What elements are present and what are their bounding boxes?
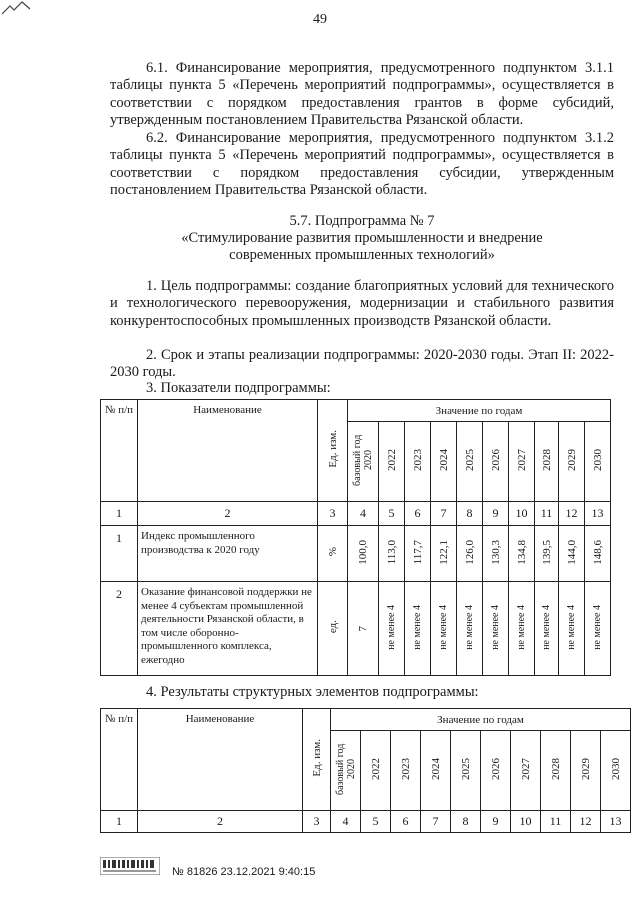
indicator-unit: % — [318, 526, 348, 582]
index-cell: 8 — [457, 502, 483, 526]
header-year: 2022 — [361, 731, 391, 811]
index-cell: 5 — [379, 502, 405, 526]
indicator-num: 2 — [101, 582, 138, 676]
paragraph-goal: 1. Цель подпрограммы: создание благоприятных условий для технического и технологического перевооружения, модернизации и стабильного развития конкурентоспособных промышленных производств Рязанской области. — [110, 278, 614, 329]
results-table — [100, 708, 631, 833]
index-cell: 13 — [585, 502, 611, 526]
section-title: 5.7. Подпрограмма № 7 — [289, 213, 435, 229]
index-cell: 6 — [405, 502, 431, 526]
indicator-base: 7 — [348, 582, 379, 676]
index-cell: 1 — [101, 811, 138, 833]
index-cell: 11 — [535, 502, 559, 526]
index-cell: 12 — [571, 811, 601, 833]
header-values-by-year: Значение по годам — [348, 400, 611, 422]
header-year: 2025 — [451, 731, 481, 811]
indicators-table — [100, 399, 611, 676]
indicator-value: не менее 4 — [535, 582, 559, 676]
indicators-heading: 3. Показатели подпрограммы: — [146, 380, 331, 396]
header-unit: Ед. изм. — [303, 709, 331, 811]
index-cell: 12 — [559, 502, 585, 526]
indicator-unit: ед. — [318, 582, 348, 676]
indicator-value: 144,0 — [559, 526, 585, 582]
header-year: 2028 — [535, 422, 559, 502]
index-cell: 7 — [431, 502, 457, 526]
indicator-value: не менее 4 — [559, 582, 585, 676]
section-subtitle-line-1: «Стимулирование развития промышленности и внедрение — [181, 230, 543, 246]
header-year: 2028 — [541, 731, 571, 811]
header-name: Наименование — [138, 400, 318, 502]
index-cell: 2 — [138, 811, 303, 833]
indicator-value: 126,0 — [457, 526, 483, 582]
column-index-row — [101, 502, 611, 526]
indicator-value: 134,8 — [509, 526, 535, 582]
indicator-name: Оказание финансовой поддержки не менее 4 субъектам промышленной деятельности Рязанской области, в том числе оборонно-промышленного комплекса, ежегодно — [138, 582, 318, 676]
indicator-value: 122,1 — [431, 526, 457, 582]
header-base-year: базовый год 2020 — [348, 422, 379, 502]
indicator-base: 100,0 — [348, 526, 379, 582]
header-name: Наименование — [138, 709, 303, 811]
header-unit: Ед. изм. — [318, 400, 348, 502]
paragraph-6-1: 6.1. Финансирование мероприятия, предусмотренного подпунктом 3.1.1 таблицы пункта 5 «Перечень мероприятий подпрограммы», осуществляется в соответствии с порядком предоставления грантов в форме субсидий, утвержденным постановлением Правительства Рязанской области. — [110, 60, 614, 129]
indicator-value: не менее 4 — [457, 582, 483, 676]
header-year: 2023 — [405, 422, 431, 502]
results-heading: 4. Результаты структурных элементов подпрограммы: — [146, 684, 479, 700]
header-year: 2027 — [509, 422, 535, 502]
indicator-num: 1 — [101, 526, 138, 582]
indicator-row-1 — [101, 526, 611, 582]
header-num: № п/п — [101, 400, 138, 502]
indicator-value: не менее 4 — [405, 582, 431, 676]
document-registration-stamp: № 81826 23.12.2021 9:40:15 — [172, 866, 316, 878]
indicator-value: не менее 4 — [509, 582, 535, 676]
indicator-value: не менее 4 — [431, 582, 457, 676]
paragraph-6-2: 6.2. Финансирование мероприятия, предусмотренного подпунктом 3.1.2 таблицы пункта 5 «Перечень мероприятий подпрограммы», осуществляется в соответствии с порядком предоставления субсидии, утвержденным постановлением Правительства Рязанской области. — [110, 130, 614, 199]
index-cell: 4 — [331, 811, 361, 833]
indicator-value: не менее 4 — [379, 582, 405, 676]
header-year: 2023 — [391, 731, 421, 811]
paragraph-term: 2. Срок и этапы реализации подпрограммы: 2020-2030 годы. Этап II: 2022-2030 годы. — [110, 347, 614, 381]
header-year: 2026 — [483, 422, 509, 502]
header-year: 2025 — [457, 422, 483, 502]
header-year: 2024 — [431, 422, 457, 502]
header-year: 2027 — [511, 731, 541, 811]
header-num: № п/п — [101, 709, 138, 811]
index-cell: 9 — [481, 811, 511, 833]
index-cell: 4 — [348, 502, 379, 526]
indicator-value: 148,6 — [585, 526, 611, 582]
section-subtitle-line-2: современных промышленных технологий» — [229, 247, 495, 263]
indicator-name: Индекс промышленного производства к 2020 году — [138, 526, 318, 582]
header-year: 2026 — [481, 731, 511, 811]
indicator-value: 139,5 — [535, 526, 559, 582]
header-year: 2030 — [585, 422, 611, 502]
index-cell: 3 — [303, 811, 331, 833]
index-cell: 10 — [511, 811, 541, 833]
index-cell: 11 — [541, 811, 571, 833]
indicator-value: не менее 4 — [483, 582, 509, 676]
indicator-value: 113,0 — [379, 526, 405, 582]
index-cell: 3 — [318, 502, 348, 526]
indicator-value: 117,7 — [405, 526, 431, 582]
header-year: 2030 — [601, 731, 631, 811]
indicator-value: не менее 4 — [585, 582, 611, 676]
index-cell: 7 — [421, 811, 451, 833]
header-year: 2024 — [421, 731, 451, 811]
index-cell: 6 — [391, 811, 421, 833]
column-index-row — [101, 811, 631, 833]
header-year: 2029 — [559, 422, 585, 502]
document-stamp-icon — [100, 857, 160, 875]
index-cell: 10 — [509, 502, 535, 526]
index-cell: 8 — [451, 811, 481, 833]
indicator-value: 130,3 — [483, 526, 509, 582]
index-cell: 2 — [138, 502, 318, 526]
header-values-by-year: Значение по годам — [331, 709, 631, 731]
page-number: 49 — [313, 12, 327, 27]
indicator-row-2 — [101, 582, 611, 676]
index-cell: 9 — [483, 502, 509, 526]
header-year: 2029 — [571, 731, 601, 811]
index-cell: 1 — [101, 502, 138, 526]
scan-corner-mark-icon — [0, 0, 40, 18]
index-cell: 13 — [601, 811, 631, 833]
header-base-year: базовый год 2020 — [331, 731, 361, 811]
header-year: 2022 — [379, 422, 405, 502]
index-cell: 5 — [361, 811, 391, 833]
